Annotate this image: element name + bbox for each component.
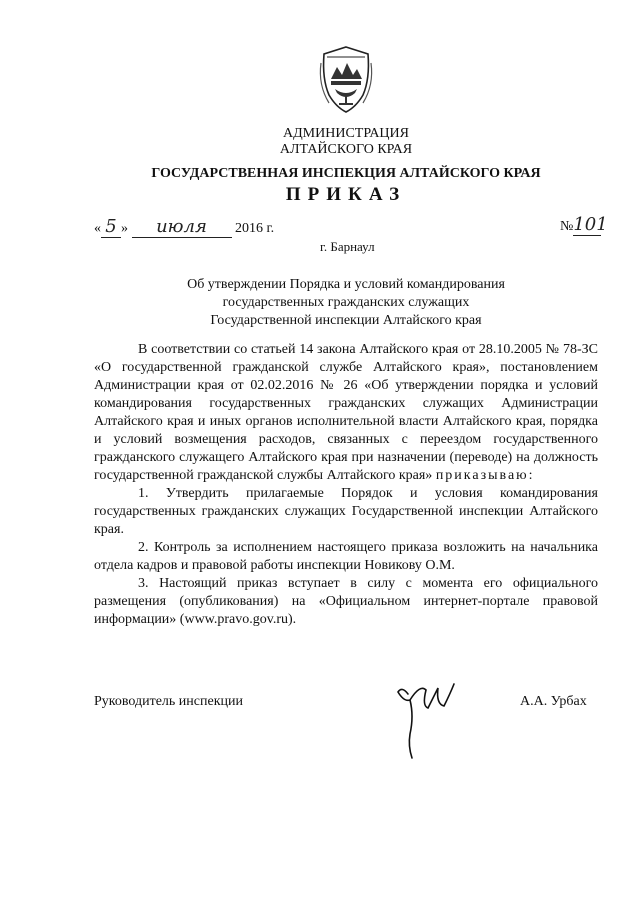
order-subject (0, 276, 640, 330)
document-type: ПРИКАЗ (285, 184, 407, 205)
order-number (560, 214, 610, 242)
administration-title: АДМИНИСТРАЦИЯ (283, 126, 409, 141)
number-prefix: № (560, 219, 574, 234)
open-quote: « (94, 221, 101, 236)
item-2: 2. Контроль за исполнением настоящего приказа возложить на начальника отдела кадров и правовой работы инспекции Новикову О.М. (94, 540, 598, 573)
item-3: 3. Настоящий приказ вступает в силу с момента его официального размещения (опубликования) на «Официальном интернет-портале правовой информации» (www.pravo.gov.ru). (94, 576, 598, 627)
order-body (94, 341, 598, 629)
signatory-position: Руководитель инспекции (94, 694, 243, 709)
subject-line-1: Об утверждении Порядка и условий командирования (187, 277, 505, 292)
year: 2016 г. (235, 221, 275, 236)
handwritten-day: 5 (101, 216, 121, 238)
preamble-text: В соответствии со статьей 14 закона Алтайского края от 28.10.2005 № 78-ЗС «О государственной гражданской службе Алтайского края», постановлением Администрации края от 02.02.2016 № 26 «Об утверждении порядка и условий командирования государственных гражданских служащих Администрации Алтайского края и иных органов исполнительной власти Алтайского края, порядка и условий возмещения расходов, связанных с переездом государственного гражданского служащего Алтайского края при назначении (переводе) на должность государственной гражданской службы Алтайского края» (94, 342, 598, 483)
city: г. Барнаул (320, 239, 375, 254)
date-line (94, 216, 334, 244)
subject-line-3: Государственной инспекции Алтайского края (210, 313, 482, 328)
item-1: 1. Утвердить прилагаемые Порядок и условия командирования государственных гражданских служащих Государственной инспекции Алтайского края. (94, 486, 598, 537)
inspection-title: ГОСУДАРСТВЕННАЯ ИНСПЕКЦИЯ АЛТАЙСКОГО КРАЯ (151, 166, 541, 181)
handwritten-month: июля (132, 216, 232, 238)
preamble-paragraph (94, 341, 598, 485)
subject-line-2: государственных гражданских служащих (222, 295, 470, 310)
order-word: приказываю: (435, 468, 535, 483)
handwritten-signature (394, 676, 462, 766)
signatory-name: А.А. Урбах (520, 694, 587, 709)
handwritten-number: 101 (573, 214, 608, 235)
coat-of-arms-icon (317, 45, 375, 115)
region-title: АЛТАЙСКОГО КРАЯ (279, 142, 413, 157)
close-quote: » (121, 221, 128, 236)
